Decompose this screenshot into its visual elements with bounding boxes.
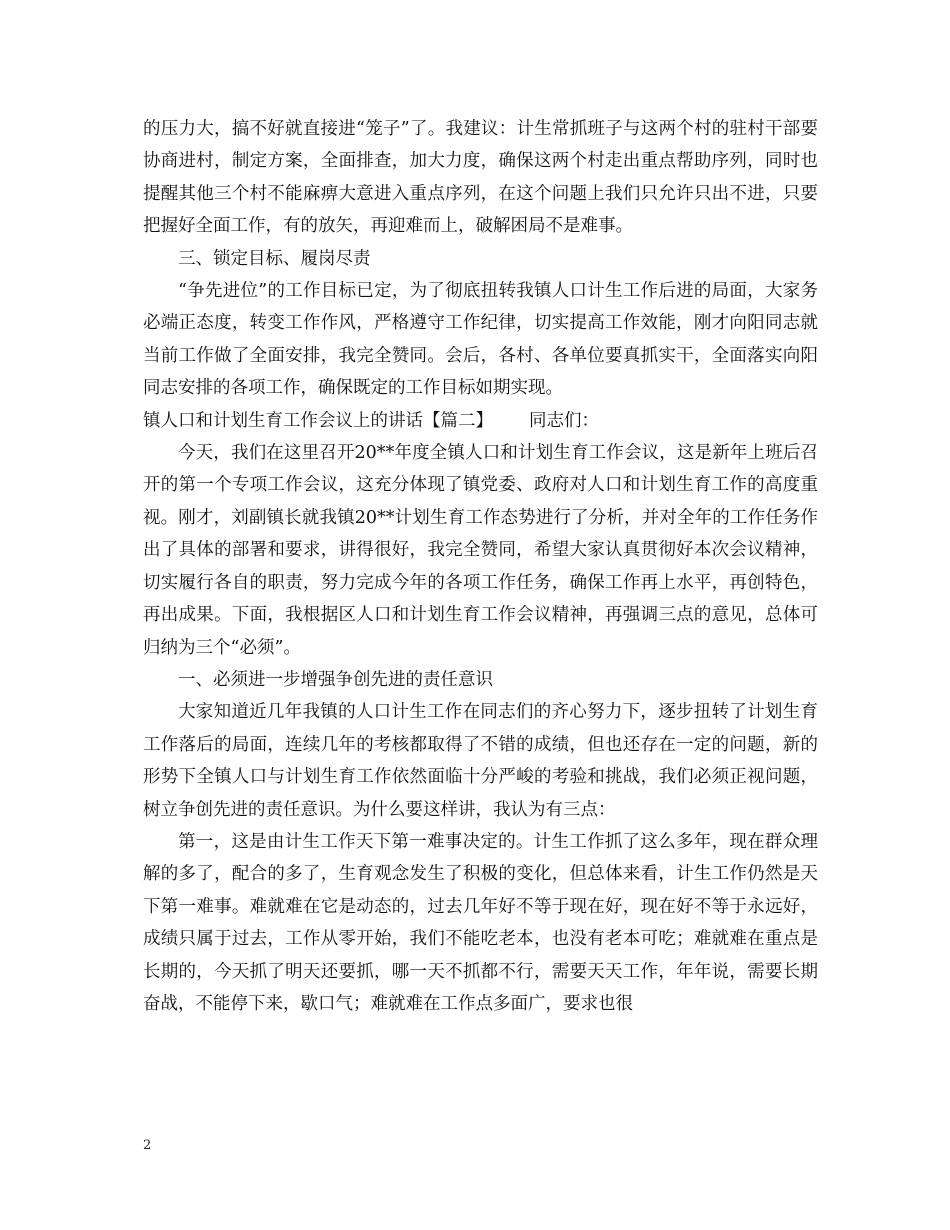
paragraph-3: 今天，我们在这里召开20**年度全镇人口和计划生育工作会议，这是新年上班后召开的第一个专项工作会议，这充分体现了镇党委、政府对人口和计划生育工作的高度重视。刚才，刘副镇长就我镇20**计划生育工作态势进行了分析，并对全年的工作任务作出了具体的部署和要求，讲得很好，我完全赞同，希望大家认真贯彻好本次会议精神，切实履行各自的职责，努力完成今年的各项工作任务，确保工作再上水平，再创特色，再出成果。下面，我根据区人口和计划生育工作会议精神，再强调三点的意见，总体可归纳为三个“必须”。 bbox=[143, 443, 818, 658]
paragraph-5: 第一，这是由计生工作天下第一难事决定的。计生工作抓了这么多年，现在群众理解的多了，配合的多了，生育观念发生了积极的变化，但总体来看，计生工作仍然是天下第一难事。难就难在它是动态的，过去几年好不等于现在好，现在好不等于永远好，成绩只属于过去，工作从零开始，我们不能吃老本，也没有老本可吃；难就难在重点是长期的，今天抓了明天还要抓，哪一天不抓都不行，需要天天工作，年年说，需要长期奋战，不能停下来，歇口气；难就难在工作点多面广，要求也很 bbox=[143, 831, 818, 1014]
section-heading-3: 三、锁定目标、履岗尽责 bbox=[178, 248, 371, 269]
paragraph-1: 的压力大，搞不好就直接进“笼子”了。我建议：计生常抓班子与这两个村的驻村干部要协商进村，制定方案，全面排查，加大力度，确保这两个村走出重点帮助序列，同时也提醒其他三个村不能麻痹大意进入重点序列，在这个问题上我们只允许只出不进，只要把握好全面工作，有的放矢，再迎难而上，破解困局不是难事。 bbox=[143, 119, 818, 237]
salutation: 同志们： bbox=[529, 410, 599, 431]
document-body bbox=[143, 113, 818, 1020]
section-title-line bbox=[143, 405, 818, 437]
section-heading-1: 一、必须进一步增强争创先进的责任意识 bbox=[178, 669, 493, 690]
section-title: 镇人口和计划生育工作会议上的讲话【篇二】 bbox=[143, 410, 493, 431]
page-number: 2 bbox=[143, 1138, 152, 1153]
paragraph-2: “争先进位”的工作目标已定，为了彻底扭转我镇人口计生工作后进的局面，大家务必端正态度，转变工作作风，严格遵守工作纪律，切实提高工作效能，刚才向阳同志就当前工作做了全面安排，我完全赞同。会后，各村、各单位要真抓实干，全面落实向阳同志安排的各项工作，确保既定的工作目标如期实现。 bbox=[143, 281, 818, 399]
paragraph-4: 大家知道近几年我镇的人口计生工作在同志们的齐心努力下，逐步扭转了计划生育工作落后的局面，连续几年的考核都取得了不错的成绩，但也还存在一定的问题，新的形势下全镇人口与计划生育工作依然面临十分严峻的考验和挑战，我们必须正视问题，树立争创先进的责任意识。为什么要这样讲，我认为有三点： bbox=[143, 702, 818, 820]
